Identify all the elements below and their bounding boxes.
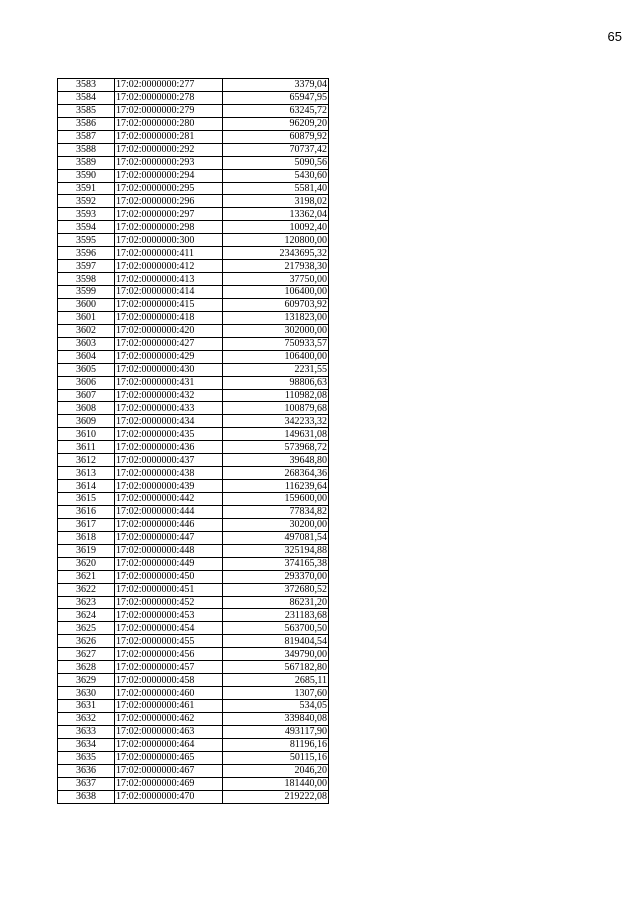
cadastral-number-cell: 17:02:0000000:300 (115, 234, 223, 247)
row-number-cell: 3638 (58, 790, 115, 803)
table-row (58, 143, 329, 156)
row-number-cell: 3596 (58, 247, 115, 260)
cadastral-value-cell: 349790,00 (223, 648, 329, 661)
cadastral-number-cell: 17:02:0000000:438 (115, 467, 223, 480)
cadastral-value-cell: 2343695,32 (223, 247, 329, 260)
row-number-cell: 3606 (58, 376, 115, 389)
cadastral-value-cell: 497081,54 (223, 531, 329, 544)
cadastral-value-cell: 372680,52 (223, 583, 329, 596)
table-row (58, 117, 329, 130)
cadastral-value-cell: 1307,60 (223, 687, 329, 700)
cadastral-value-cell: 110982,08 (223, 389, 329, 402)
cadastral-value-cell: 374165,38 (223, 557, 329, 570)
cadastral-value-cell: 5090,56 (223, 156, 329, 169)
cadastral-number-cell: 17:02:0000000:298 (115, 221, 223, 234)
table-row (58, 712, 329, 725)
table-row (58, 531, 329, 544)
table-row (58, 169, 329, 182)
cadastral-value-cell: 339840,08 (223, 712, 329, 725)
cadastral-number-cell: 17:02:0000000:452 (115, 596, 223, 609)
table-row (58, 622, 329, 635)
table-row (58, 91, 329, 104)
cadastral-number-cell: 17:02:0000000:470 (115, 790, 223, 803)
cadastral-value-cell: 106400,00 (223, 286, 329, 299)
cadastral-number-cell: 17:02:0000000:431 (115, 376, 223, 389)
row-number-cell: 3584 (58, 91, 115, 104)
row-number-cell: 3630 (58, 687, 115, 700)
row-number-cell: 3627 (58, 648, 115, 661)
cadastral-number-cell: 17:02:0000000:467 (115, 764, 223, 777)
table-row (58, 208, 329, 221)
row-number-cell: 3589 (58, 156, 115, 169)
row-number-cell: 3628 (58, 661, 115, 674)
row-number-cell: 3586 (58, 117, 115, 130)
row-number-cell: 3598 (58, 273, 115, 286)
row-number-cell: 3588 (58, 143, 115, 156)
cadastral-number-cell: 17:02:0000000:442 (115, 493, 223, 506)
row-number-cell: 3620 (58, 557, 115, 570)
table-row (58, 260, 329, 273)
row-number-cell: 3635 (58, 751, 115, 764)
table-row (58, 182, 329, 195)
cadastral-value-cell: 268364,36 (223, 467, 329, 480)
table-row (58, 454, 329, 467)
cadastral-number-cell: 17:02:0000000:463 (115, 725, 223, 738)
row-number-cell: 3613 (58, 467, 115, 480)
table-row (58, 286, 329, 299)
row-number-cell: 3618 (58, 531, 115, 544)
table-row (58, 298, 329, 311)
cadastral-number-cell: 17:02:0000000:451 (115, 583, 223, 596)
row-number-cell: 3612 (58, 454, 115, 467)
row-number-cell: 3624 (58, 609, 115, 622)
cadastral-number-cell: 17:02:0000000:461 (115, 700, 223, 713)
row-number-cell: 3583 (58, 79, 115, 92)
table-row (58, 467, 329, 480)
cadastral-number-cell: 17:02:0000000:427 (115, 337, 223, 350)
row-number-cell: 3592 (58, 195, 115, 208)
table-row (58, 350, 329, 363)
cadastral-value-cell: 30200,00 (223, 518, 329, 531)
row-number-cell: 3621 (58, 570, 115, 583)
row-number-cell: 3604 (58, 350, 115, 363)
table-row (58, 700, 329, 713)
table-row (58, 402, 329, 415)
row-number-cell: 3610 (58, 428, 115, 441)
row-number-cell: 3600 (58, 298, 115, 311)
row-number-cell: 3602 (58, 324, 115, 337)
cadastral-number-cell: 17:02:0000000:437 (115, 454, 223, 467)
cadastral-value-cell: 98806,63 (223, 376, 329, 389)
cadastral-number-cell: 17:02:0000000:447 (115, 531, 223, 544)
cadastral-value-table (57, 78, 329, 804)
cadastral-value-cell: 493117,90 (223, 725, 329, 738)
table-row (58, 725, 329, 738)
cadastral-number-cell: 17:02:0000000:465 (115, 751, 223, 764)
table-row (58, 480, 329, 493)
table-row (58, 415, 329, 428)
row-number-cell: 3617 (58, 518, 115, 531)
cadastral-number-cell: 17:02:0000000:435 (115, 428, 223, 441)
cadastral-number-cell: 17:02:0000000:464 (115, 738, 223, 751)
cadastral-number-cell: 17:02:0000000:418 (115, 311, 223, 324)
row-number-cell: 3626 (58, 635, 115, 648)
cadastral-value-cell: 2231,55 (223, 363, 329, 376)
cadastral-value-cell: 3198,02 (223, 195, 329, 208)
table-row (58, 428, 329, 441)
row-number-cell: 3607 (58, 389, 115, 402)
table-row (58, 195, 329, 208)
table-row (58, 518, 329, 531)
table-row (58, 311, 329, 324)
cadastral-value-cell: 39648,80 (223, 454, 329, 467)
table-row (58, 570, 329, 583)
row-number-cell: 3605 (58, 363, 115, 376)
row-number-cell: 3636 (58, 764, 115, 777)
row-number-cell: 3637 (58, 777, 115, 790)
cadastral-value-cell: 563700,50 (223, 622, 329, 635)
table-row (58, 661, 329, 674)
table-row (58, 389, 329, 402)
cadastral-number-cell: 17:02:0000000:281 (115, 130, 223, 143)
table-row (58, 441, 329, 454)
table-row (58, 221, 329, 234)
cadastral-number-cell: 17:02:0000000:449 (115, 557, 223, 570)
table-row (58, 247, 329, 260)
cadastral-value-cell: 219222,08 (223, 790, 329, 803)
cadastral-number-cell: 17:02:0000000:455 (115, 635, 223, 648)
cadastral-value-cell: 325194,88 (223, 544, 329, 557)
table-row (58, 324, 329, 337)
table-row (58, 583, 329, 596)
cadastral-value-cell: 60879,92 (223, 130, 329, 143)
cadastral-number-cell: 17:02:0000000:462 (115, 712, 223, 725)
cadastral-value-cell: 106400,00 (223, 350, 329, 363)
table-row (58, 609, 329, 622)
cadastral-number-cell: 17:02:0000000:278 (115, 91, 223, 104)
cadastral-value-cell: 534,05 (223, 700, 329, 713)
table-row (58, 790, 329, 803)
row-number-cell: 3616 (58, 505, 115, 518)
cadastral-value-cell: 149631,08 (223, 428, 329, 441)
cadastral-value-cell: 159600,00 (223, 493, 329, 506)
cadastral-value-cell: 70737,42 (223, 143, 329, 156)
row-number-cell: 3590 (58, 169, 115, 182)
cadastral-number-cell: 17:02:0000000:415 (115, 298, 223, 311)
row-number-cell: 3587 (58, 130, 115, 143)
cadastral-number-cell: 17:02:0000000:420 (115, 324, 223, 337)
row-number-cell: 3591 (58, 182, 115, 195)
cadastral-value-cell: 819404,54 (223, 635, 329, 648)
table-row (58, 648, 329, 661)
cadastral-value-cell: 5581,40 (223, 182, 329, 195)
cadastral-value-cell: 609703,92 (223, 298, 329, 311)
row-number-cell: 3632 (58, 712, 115, 725)
cadastral-value-cell: 293370,00 (223, 570, 329, 583)
cadastral-value-cell: 131823,00 (223, 311, 329, 324)
table-row (58, 544, 329, 557)
cadastral-value-cell: 2046,20 (223, 764, 329, 777)
row-number-cell: 3633 (58, 725, 115, 738)
cadastral-value-cell: 50115,16 (223, 751, 329, 764)
row-number-cell: 3625 (58, 622, 115, 635)
row-number-cell: 3634 (58, 738, 115, 751)
cadastral-number-cell: 17:02:0000000:460 (115, 687, 223, 700)
cadastral-number-cell: 17:02:0000000:457 (115, 661, 223, 674)
table-row (58, 156, 329, 169)
cadastral-value-cell: 13362,04 (223, 208, 329, 221)
row-number-cell: 3594 (58, 221, 115, 234)
table-row (58, 596, 329, 609)
cadastral-number-cell: 17:02:0000000:297 (115, 208, 223, 221)
cadastral-value-cell: 181440,00 (223, 777, 329, 790)
cadastral-number-cell: 17:02:0000000:458 (115, 674, 223, 687)
table-row (58, 557, 329, 570)
cadastral-number-cell: 17:02:0000000:453 (115, 609, 223, 622)
table-row (58, 104, 329, 117)
cadastral-value-cell: 120800,00 (223, 234, 329, 247)
cadastral-value-cell: 63245,72 (223, 104, 329, 117)
cadastral-number-cell: 17:02:0000000:429 (115, 350, 223, 363)
row-number-cell: 3619 (58, 544, 115, 557)
cadastral-number-cell: 17:02:0000000:434 (115, 415, 223, 428)
cadastral-value-cell: 3379,04 (223, 79, 329, 92)
table-row (58, 130, 329, 143)
cadastral-number-cell: 17:02:0000000:433 (115, 402, 223, 415)
cadastral-value-cell: 2685,11 (223, 674, 329, 687)
cadastral-value-cell: 96209,20 (223, 117, 329, 130)
cadastral-value-cell: 37750,00 (223, 273, 329, 286)
row-number-cell: 3597 (58, 260, 115, 273)
cadastral-value-cell: 116239,64 (223, 480, 329, 493)
table-row (58, 738, 329, 751)
row-number-cell: 3595 (58, 234, 115, 247)
table-row (58, 493, 329, 506)
table-row (58, 79, 329, 92)
row-number-cell: 3623 (58, 596, 115, 609)
cadastral-number-cell: 17:02:0000000:436 (115, 441, 223, 454)
cadastral-number-cell: 17:02:0000000:280 (115, 117, 223, 130)
page-number: 65 (607, 29, 622, 44)
cadastral-number-cell: 17:02:0000000:469 (115, 777, 223, 790)
table-row (58, 337, 329, 350)
row-number-cell: 3608 (58, 402, 115, 415)
cadastral-number-cell: 17:02:0000000:430 (115, 363, 223, 376)
cadastral-number-cell: 17:02:0000000:414 (115, 286, 223, 299)
cadastral-value-cell: 100879,68 (223, 402, 329, 415)
row-number-cell: 3614 (58, 480, 115, 493)
row-number-cell: 3585 (58, 104, 115, 117)
table-row (58, 505, 329, 518)
row-number-cell: 3622 (58, 583, 115, 596)
cadastral-value-cell: 65947,95 (223, 91, 329, 104)
cadastral-value-cell: 342233,32 (223, 415, 329, 428)
cadastral-number-cell: 17:02:0000000:277 (115, 79, 223, 92)
cadastral-number-cell: 17:02:0000000:296 (115, 195, 223, 208)
cadastral-number-cell: 17:02:0000000:450 (115, 570, 223, 583)
cadastral-number-cell: 17:02:0000000:413 (115, 273, 223, 286)
cadastral-number-cell: 17:02:0000000:456 (115, 648, 223, 661)
cadastral-number-cell: 17:02:0000000:293 (115, 156, 223, 169)
row-number-cell: 3599 (58, 286, 115, 299)
cadastral-value-cell: 5430,60 (223, 169, 329, 182)
row-number-cell: 3631 (58, 700, 115, 713)
row-number-cell: 3615 (58, 493, 115, 506)
cadastral-number-cell: 17:02:0000000:454 (115, 622, 223, 635)
cadastral-value-cell: 81196,16 (223, 738, 329, 751)
row-number-cell: 3603 (58, 337, 115, 350)
table-row (58, 635, 329, 648)
cadastral-value-cell: 10092,40 (223, 221, 329, 234)
table-row (58, 687, 329, 700)
table-row (58, 234, 329, 247)
table-body (58, 79, 329, 804)
cadastral-value-cell: 231183,68 (223, 609, 329, 622)
table-row (58, 376, 329, 389)
table-row (58, 777, 329, 790)
cadastral-value-cell: 86231,20 (223, 596, 329, 609)
cadastral-number-cell: 17:02:0000000:411 (115, 247, 223, 260)
row-number-cell: 3629 (58, 674, 115, 687)
table-row (58, 674, 329, 687)
table-row (58, 363, 329, 376)
cadastral-number-cell: 17:02:0000000:295 (115, 182, 223, 195)
cadastral-number-cell: 17:02:0000000:439 (115, 480, 223, 493)
table-row (58, 764, 329, 777)
cadastral-number-cell: 17:02:0000000:279 (115, 104, 223, 117)
table-row (58, 751, 329, 764)
cadastral-number-cell: 17:02:0000000:412 (115, 260, 223, 273)
cadastral-number-cell: 17:02:0000000:432 (115, 389, 223, 402)
row-number-cell: 3601 (58, 311, 115, 324)
cadastral-value-cell: 567182,80 (223, 661, 329, 674)
cadastral-number-cell: 17:02:0000000:294 (115, 169, 223, 182)
cadastral-value-cell: 217938,30 (223, 260, 329, 273)
cadastral-value-cell: 750933,57 (223, 337, 329, 350)
row-number-cell: 3593 (58, 208, 115, 221)
row-number-cell: 3611 (58, 441, 115, 454)
cadastral-number-cell: 17:02:0000000:292 (115, 143, 223, 156)
cadastral-value-cell: 573968,72 (223, 441, 329, 454)
cadastral-number-cell: 17:02:0000000:448 (115, 544, 223, 557)
cadastral-value-cell: 77834,82 (223, 505, 329, 518)
table-row (58, 273, 329, 286)
cadastral-number-cell: 17:02:0000000:444 (115, 505, 223, 518)
row-number-cell: 3609 (58, 415, 115, 428)
cadastral-value-cell: 302000,00 (223, 324, 329, 337)
cadastral-number-cell: 17:02:0000000:446 (115, 518, 223, 531)
